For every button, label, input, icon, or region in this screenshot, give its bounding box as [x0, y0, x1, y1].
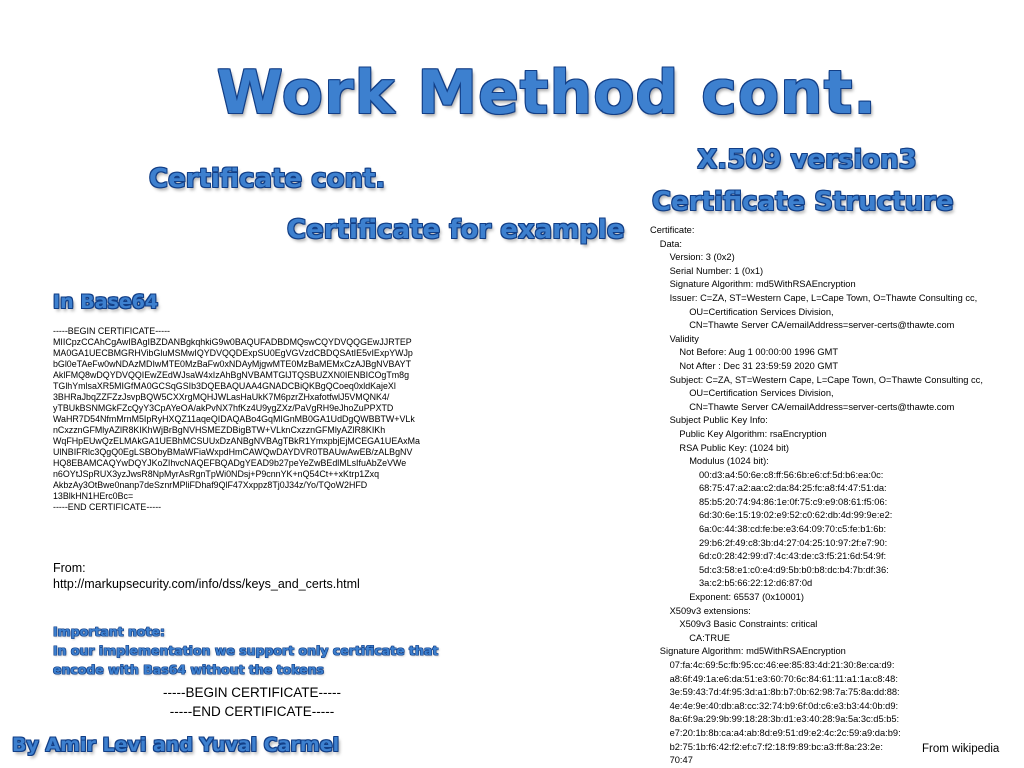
pem-line: AkbzAy3OtBwe0nanp7deSznrMPliFDhaf9QlF47Xxppz8Tj0J34z/Yo/TQoW2HFD: [53, 480, 368, 490]
begin-token: -----BEGIN CERTIFICATE-----: [163, 685, 341, 700]
structure-line: Data:: [659, 238, 683, 249]
pem-line: -----BEGIN CERTIFICATE-----: [53, 326, 170, 336]
pem-line: 3BHRaJbqZZFZzJsvpBQW5CXXrgMQHJWLasHaUkK7M6pzrZHxafotfwlJ5VMQNK4/: [53, 392, 390, 402]
structure-line: Serial Number: 1 (0x1): [669, 265, 764, 276]
structure-line: X509v3 Basic Constraints: critical: [679, 619, 818, 630]
source-citation: [53, 560, 360, 592]
pem-line: -----END CERTIFICATE-----: [53, 502, 162, 512]
structure-line: Not Before: Aug 1 00:00:00 1996 GMT: [679, 347, 839, 358]
structure-line: 6d:c0:28:42:99:d7:4c:43:de:c3:f5:21:6d:54:9f:: [699, 551, 887, 562]
pem-line: n6OYtJSpRUX3yzJwsR8NpMyrAsRgnTpWi0NDsj+P9cnnYK+nQ54Ct++xKtrp1Zxq: [53, 469, 380, 479]
structure-line: Modulus (1024 bit):: [689, 456, 769, 467]
structure-line: Signature Algorithm: md5WithRSAEncryption: [669, 279, 856, 290]
structure-line: 3e:59:43:7d:4f:95:3d:a1:8b:b7:0b:62:98:7a:75:8a:dd:88:: [669, 687, 900, 698]
structure-line: Public Key Algorithm: rsaEncryption: [679, 428, 827, 439]
pem-line: MIICpzCCAhCgAwIBAgIBZDANBgkqhkiG9w0BAQUFADBDMQswCQYDVQQGEwJJRTEP: [53, 337, 412, 347]
structure-line: X509v3 extensions:: [669, 605, 751, 616]
note-title: Important note:: [53, 624, 165, 639]
structure-line: OU=Certification Services Division,: [689, 306, 834, 317]
structure-line: 6d:30:6e:15:19:02:e9:52:c0:62:db:4d:99:9e:e2:: [699, 510, 893, 521]
structure-line: 4e:4e:9e:40:db:a8:cc:32:74:b9:6f:0d:c6:e3:b3:44:0b:d9:: [669, 700, 899, 711]
source-url: http://markupsecurity.com/info/dss/keys_and_certs.html: [53, 577, 360, 591]
certificate-example-heading: Certificate for example: [287, 215, 625, 245]
author-credit: By Amir Levi and Yuval Carmel: [12, 734, 340, 756]
structure-line: CN=Thawte Server CA/emailAddress=server-certs@thawte.com: [689, 320, 955, 331]
pem-line: UlNBIFRlc3QgQ0EgLSBObyBMaWFiaWxpdHmCAWQwDAYDVR0TBAUwAwEB/zALBgNV: [53, 447, 413, 457]
structure-line: 29:b6:2f:49:c8:3b:d4:27:04:25:10:97:2f:e7:90:: [699, 537, 888, 548]
structure-line: OU=Certification Services Division,: [689, 388, 834, 399]
note-line: encode with Bas64 without the tokens: [53, 662, 324, 677]
base64-heading: In Base64: [53, 291, 159, 313]
slide-title: Work Method cont.: [216, 58, 878, 128]
structure-line: Subject: C=ZA, ST=Western Cape, L=Cape Town, O=Thawte Consulting cc,: [669, 374, 983, 385]
structure-line: Subject Public Key Info:: [669, 415, 768, 426]
structure-line: 8a:6f:9a:29:9b:99:18:28:3b:d1:e3:40:28:9a:5a:3c:d5:b5:: [669, 714, 900, 725]
certificate-tokens: [140, 683, 364, 721]
pem-line: yTBUkBSNMGkFZcQyY3CpAYeOA/akPvNX7hfKz4U9ygZXz/PaVgRH9eJhoZuPPXTD: [53, 403, 394, 413]
important-note: [53, 622, 483, 679]
pem-line: TGlhYmlsaXR5MIGfMA0GCSqGSIb3DQEBAQUAA4GNADCBiQKBgQCoeq0xldKajeXl: [53, 381, 396, 391]
pem-line: bGl0eTAeFw0wNDAzMDIwMTE0MzBaFw0xNDAyMjgwMTE0MzBaMEMxCzAJBgNVBAYT: [53, 359, 412, 369]
x509-structure-listing: [650, 224, 1020, 768]
structure-line: Signature Algorithm: md5WithRSAEncryption: [659, 646, 846, 657]
structure-line: 00:d3:a4:50:6e:c8:ff:56:6b:e6:cf:5d:b6:ea:0c:: [699, 469, 884, 480]
structure-line: 85:b5:20:74:94:86:1e:0f:75:c9:e9:08:61:f5:06:: [699, 496, 888, 507]
structure-line: Version: 3 (0x2): [669, 252, 735, 263]
structure-line: 68:75:47:a2:aa:c2:da:84:25:fc:a8:f4:47:51:da:: [699, 483, 887, 494]
pem-line: WaHR7D54NfmMrnM5IpRyHXQZ11aqeQIDAQABo4GqMIGnMB0GA1UdDgQWBBTW+VLk: [53, 414, 415, 424]
pem-line: 13BlkHN1HErc0Bc=: [53, 491, 134, 501]
structure-line: 3a:c2:b5:66:22:12:d6:87:0d: [699, 578, 813, 589]
pem-certificate-text: [53, 326, 473, 513]
structure-line: Validity: [669, 333, 699, 344]
structure-line: 07:fa:4c:69:5c:fb:95:cc:46:ee:85:83:4d:21:30:8e:ca:d9:: [669, 660, 895, 670]
pem-line: nCxzznGFMlyAZlR8KIKhWjBrBgNVHSMEZDBigBTW+VLknCxzznGFMlyAZlR8KIKh: [53, 425, 386, 435]
end-token: -----END CERTIFICATE-----: [169, 704, 335, 719]
structure-line: CA:TRUE: [689, 632, 730, 643]
structure-line: b2:75:1b:f6:42:f2:ef:c7:f2:18:f9:89:bc:a3:ff:8a:23:2e:: [669, 741, 883, 752]
pem-line: WqFHpEUwQzELMAkGA1UEBhMCSUUxDzANBgNVBAgTBkR1YmxpbjEjMCEGA1UEAxMa: [53, 436, 420, 446]
certificate-cont-heading: Certificate cont.: [149, 164, 386, 194]
structure-line: a8:6f:49:1a:e6:da:51:e3:60:70:6c:84:61:11:a1:1a:c8:48:: [669, 673, 898, 684]
structure-line: e7:20:1b:8b:ca:a4:ab:8d:e9:51:d9:e2:4c:2c:59:a9:da:b9:: [669, 727, 901, 738]
structure-line: Certificate:: [650, 225, 695, 235]
structure-line: Exponent: 65537 (0x10001): [689, 592, 804, 603]
pem-line: AklFMQ8wDQYDVQQIEwZEdWJsaW4xIzAhBgNVBAMTGlJTQSBUZXN0IENBICOgTm8g: [53, 370, 410, 380]
source-label: From:: [53, 561, 86, 575]
structure-line: 70:47: [669, 755, 693, 766]
note-line: In our implementation we support only certificate that: [53, 643, 439, 658]
structure-line: 6a:0c:44:38:cd:fe:be:e3:64:09:70:c5:fe:b1:6b:: [699, 524, 887, 535]
pem-line: HQ8EBAMCAQYwDQYJKoZIhvcNAQEFBQADgYEAD9b27peYeZwBEdlMLsIfuAbZeVWe: [53, 458, 407, 468]
x509-heading-line2: Certificate Structure: [652, 187, 954, 217]
structure-line: 5d:c3:58:e1:c0:e4:d9:5b:b0:b8:dc:b4:7b:df:36:: [699, 564, 889, 575]
wikipedia-credit: From wikipedia: [922, 743, 1000, 755]
structure-line: Not After : Dec 31 23:59:59 2020 GMT: [679, 360, 839, 371]
structure-line: RSA Public Key: (1024 bit): [679, 442, 789, 453]
pem-line: MA0GA1UECBMGRHVibGluMSMwIQYDVQQDExpSU0EgVGVzdCBDQSAtIE5vIExpYWJp: [53, 348, 413, 358]
structure-line: CN=Thawte Server CA/emailAddress=server-certs@thawte.com: [689, 401, 955, 412]
structure-line: Issuer: C=ZA, ST=Western Cape, L=Cape Town, O=Thawte Consulting cc,: [669, 292, 978, 303]
x509-heading-line1: X.509 version3: [697, 145, 917, 175]
